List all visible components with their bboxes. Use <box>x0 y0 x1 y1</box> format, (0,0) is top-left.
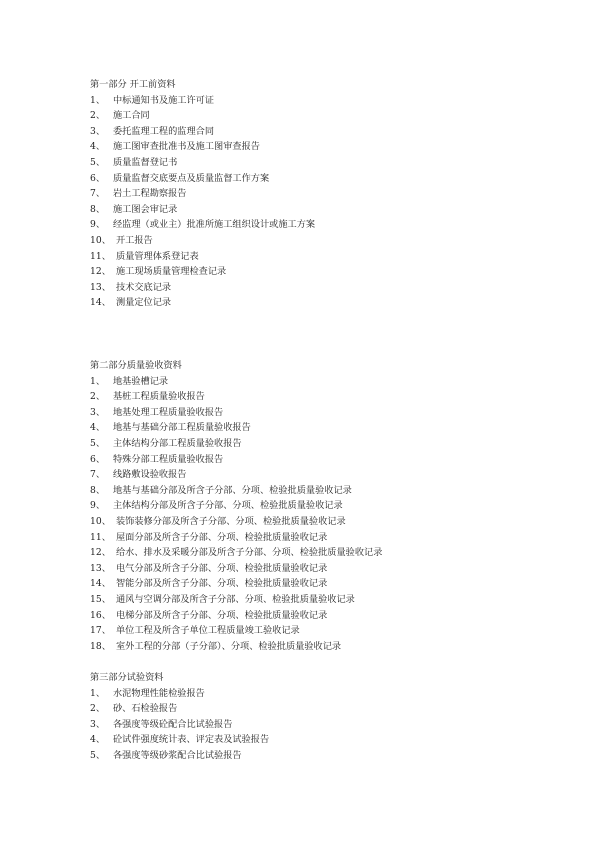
item-text: 主体结构分部及所含子分部、分项、检验批质量验收记录 <box>113 500 343 512</box>
section-test-data <box>90 670 570 764</box>
item-text: 中标通知书及施工许可证 <box>113 94 215 106</box>
item-text: 开工报告 <box>116 234 153 246</box>
item-text: 各强度等级砂浆配合比试验报告 <box>113 749 242 761</box>
item-text: 智能分部及所含子分部、分项、检验批质量验收记录 <box>116 578 328 590</box>
item-text: 通风与空调分部及所含子分部、分项、检验批质量验收记录 <box>116 593 355 605</box>
item-text: 砼试件强度统计表、评定表及试验报告 <box>113 734 270 746</box>
section-title: 第一部分 开工前资料 <box>90 79 176 90</box>
list-item <box>90 389 570 405</box>
list-item <box>90 561 570 577</box>
list-item <box>90 514 570 530</box>
item-text: 质量管理体系登记表 <box>116 250 199 262</box>
list-item <box>90 530 570 546</box>
item-number: 2、 <box>90 703 106 715</box>
item-number: 12、 <box>90 547 111 559</box>
item-number: 4、 <box>90 422 106 434</box>
item-number: 10、 <box>90 234 111 246</box>
item-number: 2、 <box>90 391 106 403</box>
item-number: 17、 <box>90 625 111 637</box>
list-item <box>90 732 570 748</box>
list-item <box>90 264 570 280</box>
list-item <box>90 233 570 249</box>
item-text: 单位工程及所含子单位工程质量竣工验收记录 <box>116 625 300 637</box>
item-text: 测量定位记录 <box>116 297 172 309</box>
item-text: 地基验槽记录 <box>113 375 169 387</box>
item-number: 13、 <box>90 281 111 293</box>
list-item <box>90 576 570 592</box>
item-number: 3、 <box>90 718 106 730</box>
list-item <box>90 748 570 764</box>
section-pre-construction <box>90 77 570 311</box>
item-number: 6、 <box>90 172 106 184</box>
list-item <box>90 623 570 639</box>
item-text: 屋面分部及所含子分部、分项、检验批质量验收记录 <box>116 531 328 543</box>
item-number: 18、 <box>90 640 111 652</box>
list-item <box>90 202 570 218</box>
list-item <box>90 171 570 187</box>
item-number: 1、 <box>90 94 106 106</box>
item-text: 地基与基础分部及所含子分部、分项、检验批质量验收记录 <box>113 484 352 496</box>
item-text: 室外工程的分部（子分部）、分项、检验批质量验收记录 <box>116 640 342 652</box>
item-number: 4、 <box>90 141 106 153</box>
list-item <box>90 436 570 452</box>
item-number: 1、 <box>90 687 106 699</box>
item-number: 4、 <box>90 734 106 746</box>
list-item <box>90 483 570 499</box>
list-item <box>90 545 570 561</box>
list-item <box>90 592 570 608</box>
list-item <box>90 108 570 124</box>
item-text: 水泥物理性能检验报告 <box>113 687 205 699</box>
item-number: 5、 <box>90 749 106 761</box>
item-text: 施工图审查批准书及施工图审查报告 <box>113 141 260 153</box>
list-item <box>90 249 570 265</box>
item-number: 3、 <box>90 125 106 137</box>
list-item <box>90 295 570 311</box>
item-number: 6、 <box>90 453 106 465</box>
list-item <box>90 420 570 436</box>
item-number: 9、 <box>90 219 106 231</box>
list-item <box>90 93 570 109</box>
list-item <box>90 124 570 140</box>
list-item <box>90 374 570 390</box>
item-number: 14、 <box>90 297 111 309</box>
section-quality-acceptance <box>90 358 570 654</box>
list-item <box>90 686 570 702</box>
item-number: 5、 <box>90 156 106 168</box>
item-text: 各强度等级砼配合比试验报告 <box>113 718 233 730</box>
item-number: 5、 <box>90 437 106 449</box>
list-item <box>90 498 570 514</box>
item-text: 电气分部及所含子分部、分项、检验批质量验收记录 <box>116 562 328 574</box>
item-text: 经监理（或业主）批准所施工组织设计或施工方案 <box>113 219 316 231</box>
list-item <box>90 186 570 202</box>
section-title: 第二部分质量验收资料 <box>90 360 182 371</box>
item-text: 给水、排水及采暖分部及所含子分部、分项、检验批质量验收记录 <box>116 547 383 559</box>
list-item <box>90 139 570 155</box>
item-text: 电梯分部及所含子分部、分项、检验批质量验收记录 <box>116 609 328 621</box>
item-text: 质量监督交底要点及质量监督工作方案 <box>113 172 270 184</box>
section-title: 第三部分试验资料 <box>90 672 164 683</box>
item-number: 1、 <box>90 375 106 387</box>
item-text: 技术交底记录 <box>116 281 172 293</box>
list-item <box>90 608 570 624</box>
item-number: 8、 <box>90 203 106 215</box>
item-number: 8、 <box>90 484 106 496</box>
item-number: 13、 <box>90 562 111 574</box>
item-number: 7、 <box>90 188 106 200</box>
item-text: 岩土工程勘察报告 <box>113 188 187 200</box>
item-number: 16、 <box>90 609 111 621</box>
list-item <box>90 467 570 483</box>
list-item <box>90 280 570 296</box>
list-item <box>90 217 570 233</box>
list-item <box>90 405 570 421</box>
item-number: 9、 <box>90 500 106 512</box>
list-item <box>90 701 570 717</box>
item-text: 砂、石检验报告 <box>113 703 178 715</box>
list-item <box>90 452 570 468</box>
item-text: 施工合同 <box>113 110 150 122</box>
item-text: 主体结构分部工程质量验收报告 <box>113 437 242 449</box>
list-item <box>90 639 570 655</box>
item-text: 委托监理工程的监理合同 <box>113 125 215 137</box>
item-number: 11、 <box>90 250 111 262</box>
item-text: 质量监督登记书 <box>113 156 178 168</box>
item-text: 地基与基础分部工程质量验收报告 <box>113 422 251 434</box>
item-text: 地基处理工程质量验收报告 <box>113 406 224 418</box>
item-number: 7、 <box>90 469 106 481</box>
item-text: 施工图会审记录 <box>113 203 178 215</box>
item-number: 10、 <box>90 515 111 527</box>
item-number: 3、 <box>90 406 106 418</box>
list-item <box>90 717 570 733</box>
item-number: 2、 <box>90 110 106 122</box>
item-text: 特殊分部工程质量验收报告 <box>113 453 224 465</box>
item-number: 11、 <box>90 531 111 543</box>
list-item <box>90 155 570 171</box>
item-text: 施工现场质量管理检查记录 <box>116 266 227 278</box>
item-text: 线路敷设验收报告 <box>113 469 187 481</box>
item-text: 基桩工程质量验收报告 <box>113 391 205 403</box>
item-number: 12、 <box>90 266 111 278</box>
item-text: 装饰装修分部及所含子分部、分项、检验批质量验收记录 <box>116 515 346 527</box>
item-number: 14、 <box>90 578 111 590</box>
item-number: 15、 <box>90 593 111 605</box>
